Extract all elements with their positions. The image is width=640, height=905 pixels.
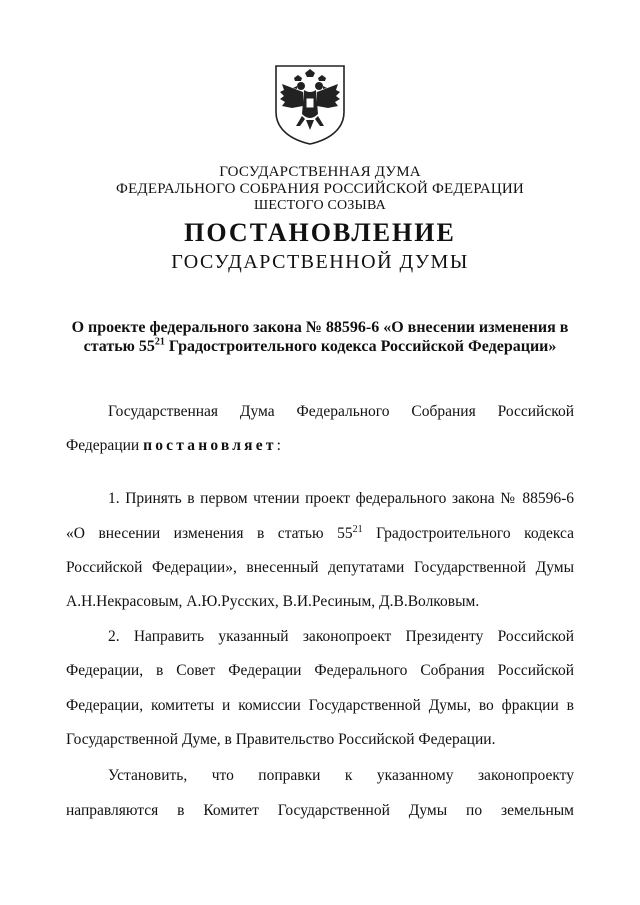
preamble-line-2-start: Федерации (66, 437, 144, 454)
document-subtitle: ГОСУДАРСТВЕННОЙ ДУМЫ (171, 251, 469, 273)
item1-line-2-start: «О внесении изменения в статью 55 (66, 525, 353, 542)
header-line-federal-assembly: ФЕДЕРАЛЬНОГО СОБРАНИЯ РОССИЙСКОЙ ФЕДЕРАЦИИ (116, 181, 524, 197)
item2-line-2: Федерации, в Совет Федерации Федерального Собрания Российской (66, 662, 574, 679)
item2-line-4: Государственной Думе, в Правительство Российской Федерации. (66, 731, 496, 748)
item1-line-1: 1. Принять в первом чтении проект федерального закона № 88596-6 (108, 490, 574, 507)
subject-line-2 (60, 337, 580, 356)
document-subject (60, 318, 580, 356)
item3-line-2: направляются в Комитет Государственной Думы по земельным (66, 802, 574, 819)
item3-line-1: Установить, что поправки к указанному законопроекту (108, 767, 574, 784)
item1-line-2-end: Градостроительного кодекса (362, 525, 575, 542)
item1-line-3: Российской Федерации», внесенный депутатами Государственной Думы (66, 559, 574, 576)
preamble-line-1: Государственная Дума Федерального Собрания Российской (108, 403, 574, 420)
preamble-colon: : (276, 437, 281, 454)
item1-article-superscript: 21 (352, 523, 363, 535)
item2-line-1: 2. Направить указанный законопроект Президенту Российской (108, 628, 574, 645)
preamble-resolves-word: постановляет (143, 437, 277, 454)
coat-of-arms-emblem (272, 64, 348, 146)
header-line-convocation: ШЕСТОГО СОЗЫВА (254, 198, 386, 213)
header-line-duma: ГОСУДАРСТВЕННАЯ ДУМА (219, 164, 421, 180)
preamble-line-2 (66, 436, 574, 456)
item2-line-3: Федерации, комитеты и комиссии Государственной Думы, во фракции в (66, 697, 574, 714)
document-title: ПОСТАНОВЛЕНИЕ (184, 218, 456, 247)
subject-line-2-end: Градостроительного кодекса Российской Федерации» (164, 338, 557, 355)
subject-line-2-start: статью 55 (83, 338, 155, 355)
item1-line-2 (66, 524, 574, 544)
subject-article-superscript: 21 (154, 336, 165, 348)
subject-line-1: О проекте федерального закона № 88596-6 «О внесении изменения в (71, 319, 569, 336)
item1-line-4: А.Н.Некрасовым, А.Ю.Русских, В.И.Ресиным, Д.В.Волковым. (66, 593, 480, 610)
